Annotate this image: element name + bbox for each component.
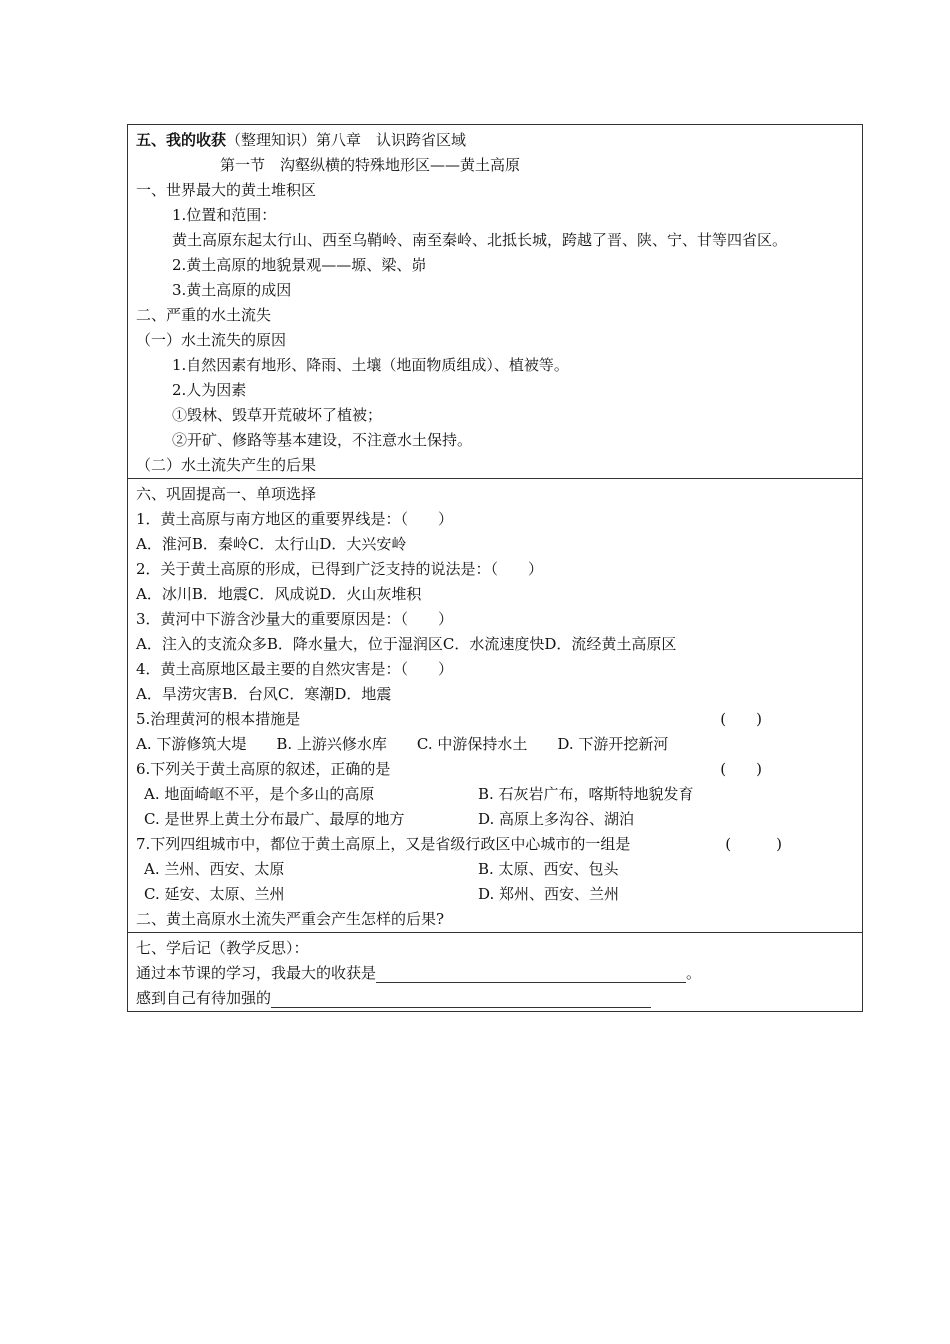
outline-line: 2.黄土高原的地貌景观——塬、梁、峁 (172, 256, 427, 274)
question-1-options: A．淮河B．秦岭C．太行山D．大兴安岭 (136, 535, 407, 553)
answer-paren: ( ) (720, 710, 762, 728)
outline-line: 1.自然因素有地形、降雨、土壤（地面物质组成）、植被等。 (172, 356, 569, 374)
option-b: B. 石灰岩广布，喀斯特地貌发育 (478, 785, 694, 803)
reflection-line-2 (136, 986, 862, 1011)
option-c: C. 延安、太原、兰州 (144, 885, 285, 903)
outline-line: 一、世界最大的黄土堆积区 (136, 181, 317, 199)
question-5-options: A. 下游修筑大堤 B. 上游兴修水库 C. 中游保持水土 D. 下游开挖新河 (136, 735, 669, 753)
outline-paragraph: 黄土高原东起太行山、西至乌鞘岭、南至秦岭、北抵长城，跨越了晋、陕、宁、甘等四省区。 (172, 231, 788, 249)
worksheet-table (127, 124, 863, 1012)
question-3-options: A．注入的支流众多B．降水量大，位于湿润区C．水流速度快D．流经黄土高原区 (136, 635, 677, 653)
question-8: 二、黄土高原水土流失严重会产生怎样的后果? (136, 910, 445, 928)
reflection-line-1 (136, 961, 862, 986)
question-2-options: A．冰川B．地震C．风成说D．火山灰堆积 (136, 585, 422, 603)
outline-line: 二、严重的水土流失 (136, 306, 272, 324)
question-6-text: 6.下列关于黄土高原的叙述，正确的是 (136, 760, 391, 778)
fill-blank[interactable] (376, 966, 686, 983)
option-a: A. 兰州、西安、太原 (144, 860, 285, 878)
reflection-prefix: 感到自己有待加强的 (136, 989, 272, 1007)
question-6 (136, 757, 862, 782)
question-6-options-row (136, 782, 862, 807)
fill-blank[interactable] (271, 991, 651, 1008)
question-2: 2．关于黄土高原的形成，已得到广泛支持的说法是：（ ） (136, 560, 544, 578)
option-d: D. 郑州、西安、兰州 (478, 885, 620, 903)
question-4-options: A．旱涝灾害B．台风C．寒潮D．地震 (136, 685, 392, 703)
question-4: 4．黄土高原地区最主要的自然灾害是：（ ） (136, 660, 454, 678)
exercises-heading: 六、巩固提高一、单项选择 (136, 485, 317, 503)
option-b: B. 太原、西安、包头 (478, 860, 619, 878)
section-heading (136, 128, 862, 153)
option-c: C. 是世界上黄土分布最广、最厚的地方 (144, 810, 405, 828)
outline-line: （二）水土流失产生的后果 (136, 456, 317, 474)
heading-rest: （整理知识）第八章 认识跨省区域 (226, 131, 467, 149)
outline-line: ①毁林、毁草开荒破坏了植被； (172, 406, 383, 424)
question-7-options-row (136, 857, 862, 882)
option-d: D. 高原上多沟谷、湖泊 (478, 810, 635, 828)
question-7-options-row (136, 882, 862, 907)
question-3: 3．黄河中下游含沙量大的重要原因是：（ ） (136, 610, 454, 628)
section-subtitle: 第一节 沟壑纵横的特殊地形区——黄土高原 (220, 156, 521, 174)
section-exercises (128, 479, 862, 933)
question-5-text: 5.治理黄河的根本措施是 (136, 710, 301, 728)
reflection-suffix: 。 (686, 964, 702, 982)
reflection-prefix: 通过本节课的学习，我最大的收获是 (136, 964, 377, 982)
answer-paren: ( ) (725, 835, 782, 853)
outline-line: 3.黄土高原的成因 (172, 281, 292, 299)
answer-paren: ( ) (720, 760, 762, 778)
question-7 (136, 832, 862, 857)
outline-line: ②开矿、修路等基本建设，不注意水土保持。 (172, 431, 473, 449)
reflection-heading: 七、学后记（教学反思）： (136, 939, 309, 957)
option-a: A. 地面崎岖不平，是个多山的高原 (144, 785, 375, 803)
outline-line: 1.位置和范围： (172, 206, 277, 224)
section-reflection (128, 933, 862, 1011)
section-harvest (128, 125, 862, 479)
question-6-options-row (136, 807, 862, 832)
outline-line: （一）水土流失的原因 (136, 331, 287, 349)
heading-bold: 五、我的收获 (136, 131, 227, 149)
question-7-text: 7.下列四组城市中，都位于黄土高原上，又是省级行政区中心城市的一组是 (136, 835, 631, 853)
question-5 (136, 707, 862, 732)
outline-line: 2.人为因素 (172, 381, 247, 399)
question-1: 1．黄土高原与南方地区的重要界线是：（ ） (136, 510, 454, 528)
